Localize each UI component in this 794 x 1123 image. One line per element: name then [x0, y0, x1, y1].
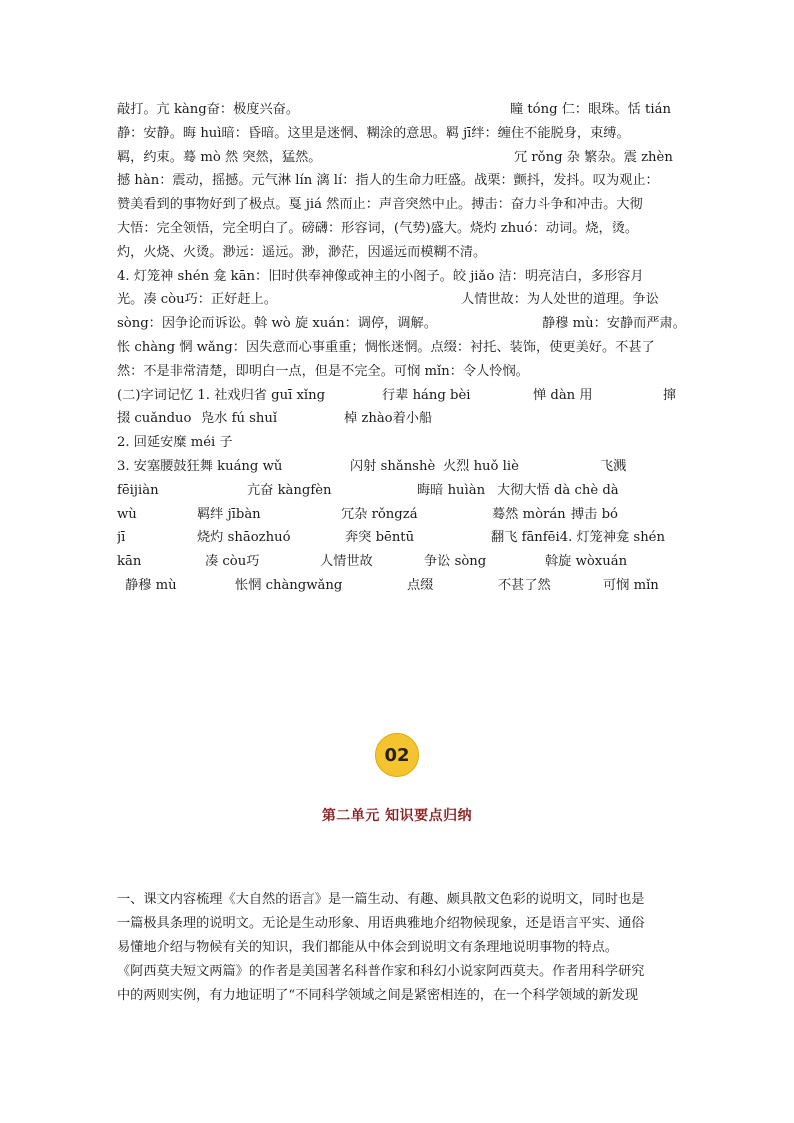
text-segment: 火烈 huǒ liè — [443, 458, 519, 474]
text-segment: 棹 zhào着小船 — [344, 411, 433, 427]
text-line — [117, 336, 687, 360]
text-segment: wù — [117, 506, 137, 522]
text-segment: 大彻大悟 dà chè dà — [497, 482, 619, 498]
text-line — [117, 526, 687, 550]
text-segment: 烧灼 shāozhuó — [197, 530, 291, 546]
text-segment: 人情世故：为人处世的道理。争讼 — [461, 292, 659, 308]
text-segment: 不甚了然 — [498, 577, 551, 593]
text-segment: 亢奋 kàngfèn — [247, 482, 332, 498]
text-segment: 奔突 bēntū — [345, 530, 415, 546]
text-line — [117, 288, 687, 312]
text-line — [117, 431, 687, 455]
text-segment: 可悯 mǐn — [603, 577, 659, 593]
text-segment: 光。凑 còu巧：正好赶上。 — [117, 292, 277, 308]
text-segment: 晦暗 huìàn — [417, 482, 486, 498]
text-line — [117, 455, 687, 479]
text-segment: 灼，火烧、火烫。渺远：遥远。渺，渺茫，因遥远而模糊不清。 — [117, 244, 487, 260]
text-line — [117, 146, 687, 170]
text-segment: 怅 chàng 惘 wǎng：因失意而心事重重；惆怅迷惘。点缀：衬托、装饰，使更美好。不甚了 — [117, 339, 655, 355]
paragraph-line: 《阿西莫夫短文两篇》的作者是美国著名科普作家和科幻小说家阿西莫夫。作者用科学研究 — [117, 964, 645, 979]
text-segment: 行辈 háng bèi — [382, 387, 471, 403]
text-segment: 撺 — [663, 387, 677, 403]
text-line — [117, 407, 687, 431]
text-segment: 飞溅 — [600, 458, 627, 474]
text-segment: jī — [117, 530, 126, 546]
text-segment: (二)字词记忆 1. 社戏归省 guī xǐng — [117, 387, 326, 403]
unit-summary-paragraph — [117, 888, 682, 1008]
text-line — [117, 550, 687, 574]
text-segment: 蓦然 mòrán — [492, 506, 566, 522]
text-segment: fēijiàn — [117, 482, 159, 498]
text-line — [117, 193, 687, 217]
text-segment: 瞳 tóng 仁：眼珠。恬 tián — [510, 102, 671, 117]
text-segment: 羁，约束。蓦 mò 然 突然，猛然。 — [117, 149, 322, 165]
text-line — [117, 479, 687, 503]
text-segment: 搏击 bó — [571, 506, 618, 522]
text-segment: 翻飞 fānfēi4. 灯笼神龛 shén — [491, 530, 665, 546]
text-segment: 闪射 shǎnshè — [350, 458, 436, 474]
text-line — [117, 384, 687, 408]
text-line — [117, 241, 687, 265]
text-line — [117, 265, 687, 289]
section-number-badge — [375, 733, 419, 777]
text-line — [117, 169, 687, 193]
paragraph-line: 一、课文内容梳理《大自然的语言》是一篇生动、有趣、颇具散文色彩的说明文，同时也是 — [117, 892, 645, 907]
text-segment: 点缀 — [407, 577, 434, 593]
text-segment: 3. 安塞腰鼓狂舞 kuáng wǔ — [117, 458, 283, 474]
text-segment: 怅惘 chàngwǎng — [235, 577, 343, 593]
text-segment: 大悟：完全领悟，完全明白了。磅礴：形容词，(气势)盛大。烧灼 zhuó：动词。烧，烫。 — [117, 220, 639, 236]
text-segment: 争讼 sòng — [424, 554, 487, 570]
text-line — [117, 217, 687, 241]
paragraph-line: 中的两则实例，有力地证明了“不同科学领域之间是紧密相连的，在一个科学领域的新发现 — [117, 988, 639, 1003]
text-segment: 凑 còu巧 — [205, 554, 260, 570]
text-line — [117, 98, 687, 122]
section-number: 02 — [384, 744, 410, 766]
text-line — [117, 503, 687, 527]
text-segment: 冗杂 rǒngzá — [341, 506, 418, 522]
paragraph-line: 一篇极具条理的说明文。无论是生动形象、用语典雅地介绍物候现象，还是语言平实、通俗 — [117, 916, 645, 931]
text-segment: 凫水 fú shuǐ — [201, 411, 278, 427]
text-segment: 2. 回延安糜 méi 子 — [117, 435, 233, 451]
text-line — [117, 360, 687, 384]
text-line — [117, 574, 687, 598]
text-segment: 4. 灯笼神 shén 龛 kān：旧时供奉神像或神主的小阁子。皎 jiǎo 洁：明亮洁白，多形容月 — [117, 268, 644, 284]
text-segment: 然：不是非常清楚，即明白一点，但是不完全。可悯 mǐn：令人怜悯。 — [117, 363, 529, 379]
text-segment: 惮 dàn 用 — [533, 387, 593, 403]
text-segment: 静穆 mù — [125, 577, 177, 593]
text-segment: kān — [117, 554, 142, 570]
text-segment: 冗 rǒng 杂 繁杂。震 zhèn — [514, 149, 673, 165]
unit-heading: 第二单元 知识要点归纳 — [321, 808, 473, 824]
text-line — [117, 312, 687, 336]
text-segment: 敲打。亢 kàng奋：极度兴奋。 — [117, 102, 300, 117]
text-segment: 静：安静。晦 huì暗：昏暗。这里是迷惘、糊涂的意思。羁 jī绊：缠住不能脱身，束缚。 — [117, 125, 630, 141]
text-segment: 掇 cuǎnduo — [117, 411, 192, 427]
text-segment: 斡旋 wòxuán — [545, 554, 628, 570]
text-segment: 撼 hàn：震动，摇撼。元气淋 lín 漓 lí：指人的生命力旺盛。战栗：颤抖，发抖。叹为观止： — [117, 173, 659, 189]
text-line — [117, 122, 687, 146]
text-segment: 赞美看到的事物好到了极点。戛 jiá 然而止：声音突然中止。搏击：奋力斗争和冲击。大彻 — [117, 197, 643, 213]
vocabulary-notes-section — [117, 98, 687, 598]
paragraph-line: 易懂地介绍与物候有关的知识，我们都能从中体会到说明文有条理地说明事物的特点。 — [117, 940, 619, 955]
text-segment: 静穆 mù：安静而严肃。 — [542, 316, 686, 332]
text-segment: sòng：因争论而诉讼。斡 wò 旋 xuán：调停，调解。 — [117, 316, 437, 332]
text-segment: 羁绊 jībàn — [197, 506, 261, 522]
text-segment: 人情世故 — [320, 554, 373, 570]
